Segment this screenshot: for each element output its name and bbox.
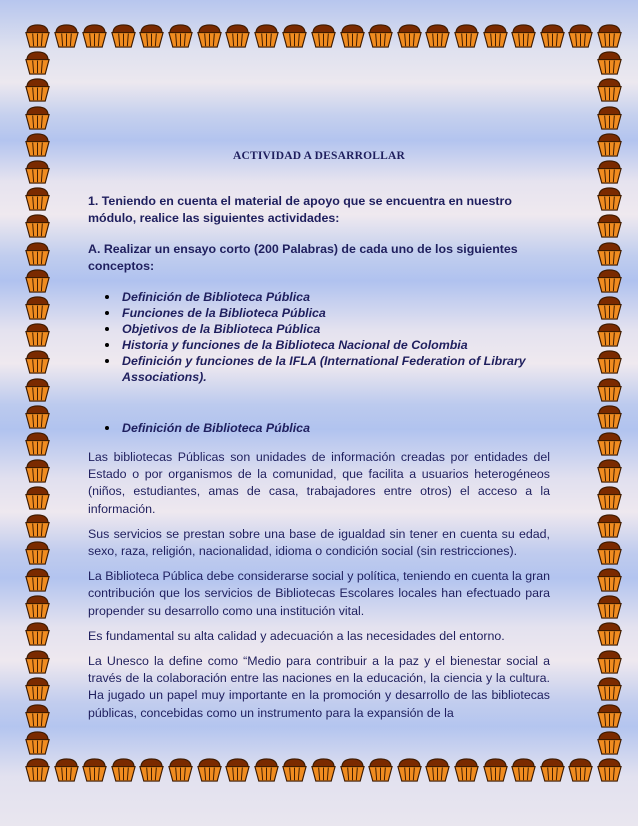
muffin-icon (81, 22, 108, 49)
muffin-icon (596, 240, 623, 267)
muffin-icon (24, 49, 51, 76)
muffin-icon (224, 22, 251, 49)
muffin-icon (281, 22, 308, 49)
paragraph: La Biblioteca Pública debe considerarse social y política, teniendo en cuenta la gran contribución que los servicios de Bibliotecas Escolares locales han efectuado para propender su desarrollo como una institución vital. (88, 569, 550, 618)
muffin-icon (253, 22, 280, 49)
muffin-icon (596, 566, 623, 593)
paragraph: La Unesco la define como “Medio para contribuir a la paz y el bienestar social a través de la colaboración entre las naciones en la educación, la ciencia y la cultura. Ha jugado un papel muy importante en la promoción y desarrollo de las bibliotecas públicas, concebidas como un instrumento para la expansión de la (88, 654, 550, 720)
muffin-icon (24, 185, 51, 212)
list-item: Funciones de la Biblioteca Pública (88, 305, 550, 321)
muffin-icon (596, 403, 623, 430)
muffin-icon (110, 756, 137, 783)
muffin-icon (24, 702, 51, 729)
muffin-icon (596, 321, 623, 348)
muffin-icon (596, 539, 623, 566)
section-heading-list (88, 420, 550, 436)
paragraph: Las bibliotecas Públicas son unidades de información creadas por entidades del Estado o por organismos de la comunidad, que facilita a usuarios heterogéneos (niños, estudiantes, amas de casa, trabajadores entre otros) el acceso a la información. (88, 450, 550, 516)
paragraph: Sus servicios se prestan sobre una base de igualdad sin tener en cuenta su edad, sexo, raza, religión, nacionalidad, idioma o condición social (sin restricciones). (88, 526, 550, 559)
muffin-icon (367, 756, 394, 783)
muffin-icon (453, 22, 480, 49)
muffin-icon (596, 348, 623, 375)
muffin-icon (339, 756, 366, 783)
muffin-icon (24, 566, 51, 593)
muffin-icon (24, 512, 51, 539)
muffin-icon (567, 756, 594, 783)
muffin-icon (24, 648, 51, 675)
muffin-icon (24, 675, 51, 702)
muffin-icon (596, 22, 623, 49)
muffin-icon (167, 22, 194, 49)
muffin-icon (53, 22, 80, 49)
muffin-icon (24, 376, 51, 403)
muffin-icon (24, 131, 51, 158)
muffin-icon (482, 756, 509, 783)
muffin-icon (196, 22, 223, 49)
muffin-icon (310, 22, 337, 49)
muffin-icon (596, 212, 623, 239)
muffin-icon (596, 620, 623, 647)
muffin-icon (24, 593, 51, 620)
paragraph: Es fundamental su alta calidad y adecuación a las necesidades del entorno. (88, 628, 505, 643)
muffin-icon (24, 539, 51, 566)
muffin-icon (24, 240, 51, 267)
muffin-icon (24, 321, 51, 348)
muffin-icon (24, 212, 51, 239)
muffin-icon (596, 702, 623, 729)
muffin-icon (596, 131, 623, 158)
muffin-icon (24, 158, 51, 185)
muffin-icon (24, 756, 51, 783)
muffin-icon (596, 158, 623, 185)
list-item: Definición de Biblioteca Pública (88, 289, 550, 305)
list-item: Definición y funciones de la IFLA (International Federation of Library Associations). (88, 353, 550, 385)
muffin-icon (596, 512, 623, 539)
muffin-icon (424, 22, 451, 49)
muffin-icon (596, 484, 623, 511)
muffin-icon (596, 430, 623, 457)
muffin-icon (596, 729, 623, 756)
muffin-icon (596, 756, 623, 783)
muffin-icon (339, 22, 366, 49)
muffin-icon (24, 430, 51, 457)
muffin-icon (596, 267, 623, 294)
muffin-icon (510, 756, 537, 783)
muffin-icon (24, 76, 51, 103)
muffin-icon (596, 648, 623, 675)
muffin-icon (24, 457, 51, 484)
muffin-icon (567, 22, 594, 49)
muffin-icon (224, 756, 251, 783)
muffin-icon (596, 185, 623, 212)
muffin-icon (367, 22, 394, 49)
intro-text: 1. Teniendo en cuenta el material de apoyo que se encuentra en nuestro módulo, realice las siguientes actividades: (88, 194, 512, 225)
muffin-icon (453, 756, 480, 783)
muffin-icon (24, 729, 51, 756)
muffin-icon (310, 756, 337, 783)
list-item: Objetivos de la Biblioteca Pública (88, 321, 550, 337)
muffin-icon (24, 22, 51, 49)
muffin-icon (138, 756, 165, 783)
muffin-icon (596, 593, 623, 620)
muffin-icon (81, 756, 108, 783)
muffin-icon (396, 22, 423, 49)
muffin-icon (482, 22, 509, 49)
muffin-icon (253, 756, 280, 783)
muffin-icon (510, 22, 537, 49)
muffin-icon (167, 756, 194, 783)
muffin-icon (24, 620, 51, 647)
document-body (88, 150, 550, 730)
muffin-icon (24, 348, 51, 375)
muffin-icon (196, 756, 223, 783)
muffin-icon (396, 756, 423, 783)
muffin-icon (24, 403, 51, 430)
document-title: ACTIVIDAD A DESARROLLAR (232, 150, 406, 162)
muffin-icon (424, 756, 451, 783)
muffin-icon (24, 294, 51, 321)
muffin-icon (596, 104, 623, 131)
concepts-list (88, 289, 550, 385)
list-item: Historia y funciones de la Biblioteca Nacional de Colombia (88, 337, 550, 353)
muffin-icon (596, 49, 623, 76)
muffin-icon (281, 756, 308, 783)
muffin-icon (24, 484, 51, 511)
muffin-icon (596, 376, 623, 403)
muffin-icon (596, 294, 623, 321)
muffin-icon (110, 22, 137, 49)
muffin-icon (539, 756, 566, 783)
muffin-icon (596, 457, 623, 484)
muffin-icon (24, 267, 51, 294)
muffin-icon (24, 104, 51, 131)
muffin-icon (138, 22, 165, 49)
muffin-icon (539, 22, 566, 49)
muffin-icon (596, 675, 623, 702)
muffin-icon (596, 76, 623, 103)
task-a-text: A. Realizar un ensayo corto (200 Palabras) de cada uno de los siguientes conceptos: (88, 242, 518, 273)
muffin-icon (53, 756, 80, 783)
section-heading: Definición de Biblioteca Pública (88, 420, 550, 436)
